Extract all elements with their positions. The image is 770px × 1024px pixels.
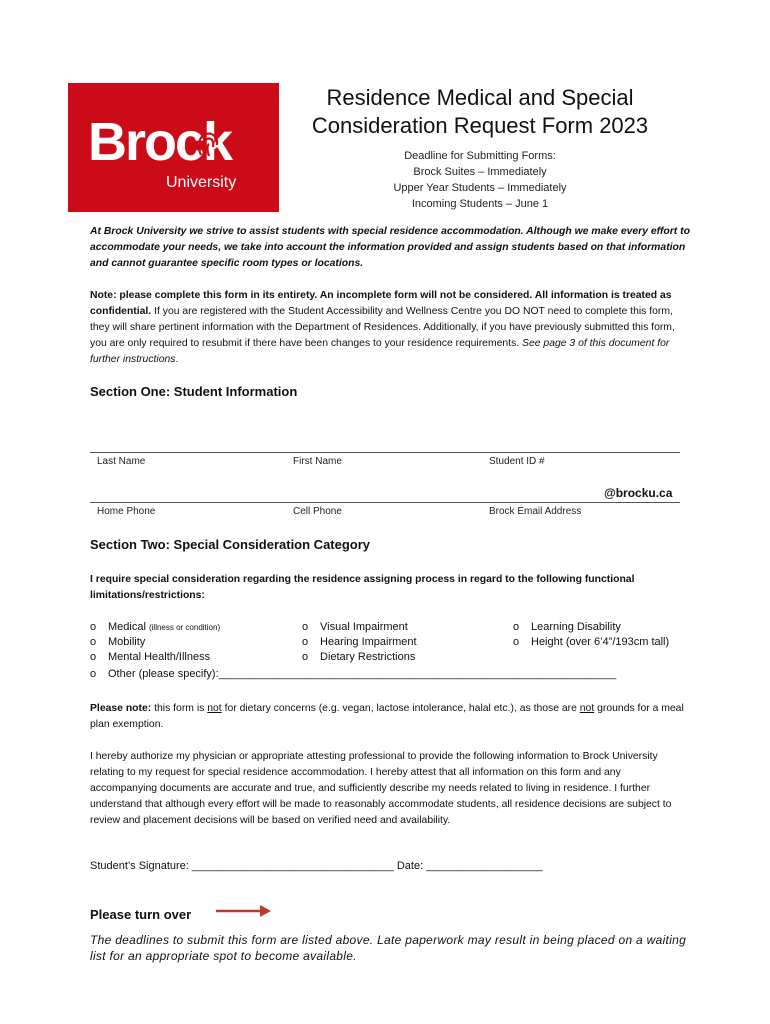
brock-email-label: Brock Email Address bbox=[489, 506, 582, 517]
name-row-line[interactable] bbox=[90, 452, 680, 453]
option-label: Height (over 6’4”/193cm tall) bbox=[531, 636, 670, 648]
option-height[interactable] bbox=[513, 635, 669, 650]
authorization-paragraph: I hereby authorize my physician or appropriate attesting professional to provide the following information to Brock University relating to my request for special residence accommodation. I hereby attest that all information on this form and any accompanying documents are accurate and true, and sufficiently describe my needs related to living in residence. I further understand that although every effort will be made to reasonably accommodate students, all residence decisions are subject to review and placement decisions will be based on verified need and availability. bbox=[90, 751, 672, 826]
please-note-not: not bbox=[579, 703, 595, 714]
options-col-1 bbox=[90, 620, 220, 665]
intro-paragraph: At Brock University we strive to assist students with special residence accommodation. Although we make every effort to accommodate your needs, we take into account the information provided and assign students based on that information and cannot guarantee specific room types or locations. bbox=[90, 226, 690, 269]
note-end: . bbox=[175, 354, 179, 365]
email-suffix: @brocku.ca bbox=[604, 486, 673, 500]
note-paragraph bbox=[90, 288, 690, 368]
checkbox-bullet: o bbox=[302, 651, 309, 663]
logo-word: Brock bbox=[88, 112, 232, 172]
title-line-2: Consideration Request Form 2023 bbox=[311, 113, 649, 138]
last-name-label: Last Name bbox=[97, 456, 146, 467]
please-note-text: this form is bbox=[151, 703, 208, 714]
option-label: Dietary Restrictions bbox=[320, 651, 416, 663]
arrow-right-icon bbox=[214, 903, 272, 919]
checkbox-bullet: o bbox=[302, 636, 309, 648]
please-note-not: not bbox=[207, 703, 222, 714]
page-title bbox=[290, 84, 670, 140]
please-note-text: grounds for a meal plan exemption. bbox=[90, 703, 684, 730]
medical-note: (illness or condition) bbox=[148, 623, 221, 632]
deadline-suites: Brock Suites – Immediately bbox=[413, 166, 547, 178]
option-label: Learning Disability bbox=[531, 621, 621, 633]
note-bold: Note: please complete this form in its entirety. An incomplete form will not be considered. All information is treated as confidential. bbox=[90, 290, 672, 317]
deadline-heading: Deadline for Submitting Forms: bbox=[404, 150, 556, 162]
option-learning-disability[interactable] bbox=[513, 620, 669, 635]
checkbox-bullet: o bbox=[513, 621, 520, 633]
option-label: Mental Health/Illness bbox=[108, 651, 211, 663]
options-col-2 bbox=[302, 620, 417, 665]
option-dietary-restrictions[interactable] bbox=[302, 650, 417, 665]
option-mental-health[interactable] bbox=[90, 650, 220, 665]
please-note-bold: Please note: bbox=[90, 703, 152, 714]
checkbox-bullet: o bbox=[302, 621, 309, 633]
please-note-text: for dietary concerns (e.g. vegan, lactose intolerance, halal etc.), as those are bbox=[221, 703, 580, 714]
section-two-heading: Section Two: Special Consideration Category bbox=[90, 537, 371, 552]
home-phone-label: Home Phone bbox=[97, 506, 156, 517]
checkbox-bullet: o bbox=[90, 621, 97, 633]
logo-subtitle: University bbox=[166, 174, 237, 191]
thumbprint-icon bbox=[193, 125, 223, 163]
signature-line[interactable]: Student’s Signature: _________________________________ Date: ___________________ bbox=[90, 860, 543, 872]
please-note-paragraph bbox=[90, 701, 690, 733]
other-label: Other (please specify):_________________________________________________________________ bbox=[108, 668, 617, 680]
student-id-label: Student ID # bbox=[489, 456, 545, 467]
checkbox-bullet: o bbox=[90, 651, 97, 663]
closing-paragraph: The deadlines to submit this form are listed above. Late paperwork may result in being placed on a waiting list for an appropriate spot to become available. bbox=[90, 933, 687, 963]
option-label: Mobility bbox=[108, 636, 146, 648]
title-line-1: Residence Medical and Special bbox=[326, 85, 634, 110]
checkbox-bullet: o bbox=[90, 668, 97, 680]
section-one-heading: Section One: Student Information bbox=[90, 384, 298, 399]
deadline-upper-year: Upper Year Students – Immediately bbox=[393, 182, 567, 194]
turn-over-text: Please turn over bbox=[90, 907, 192, 922]
first-name-label: First Name bbox=[293, 456, 342, 467]
deadlines-block bbox=[330, 148, 630, 212]
brock-university-logo bbox=[68, 83, 279, 212]
checkbox-bullet: o bbox=[513, 636, 520, 648]
section-two-prompt: I require special consideration regarding the residence assigning process in regard to the following functional limitations/restrictions: bbox=[90, 574, 635, 601]
option-medical[interactable] bbox=[90, 620, 220, 635]
option-hearing-impairment[interactable] bbox=[302, 635, 417, 650]
option-label: Visual Impairment bbox=[320, 621, 408, 633]
options-col-3 bbox=[513, 620, 669, 650]
option-label: Hearing Impairment bbox=[320, 636, 417, 648]
deadline-incoming: Incoming Students – June 1 bbox=[411, 198, 549, 210]
option-label: Medical bbox=[108, 621, 146, 633]
option-other[interactable] bbox=[90, 667, 690, 682]
note-italic: See page 3 of this document for further instructions bbox=[90, 338, 670, 365]
note-body: If you are registered with the Student Accessibility and Wellness Centre you DO NOT need to complete this form, they will share pertinent information with the Department of Residences. Additionally, if you have previously submitted this form, you are only required to resubmit if there have been changes to your residence requirements. bbox=[90, 306, 675, 349]
option-mobility[interactable] bbox=[90, 635, 220, 650]
checkbox-bullet: o bbox=[90, 636, 97, 648]
contact-row-line[interactable] bbox=[90, 502, 680, 503]
option-visual-impairment[interactable] bbox=[302, 620, 417, 635]
cell-phone-label: Cell Phone bbox=[293, 506, 342, 517]
